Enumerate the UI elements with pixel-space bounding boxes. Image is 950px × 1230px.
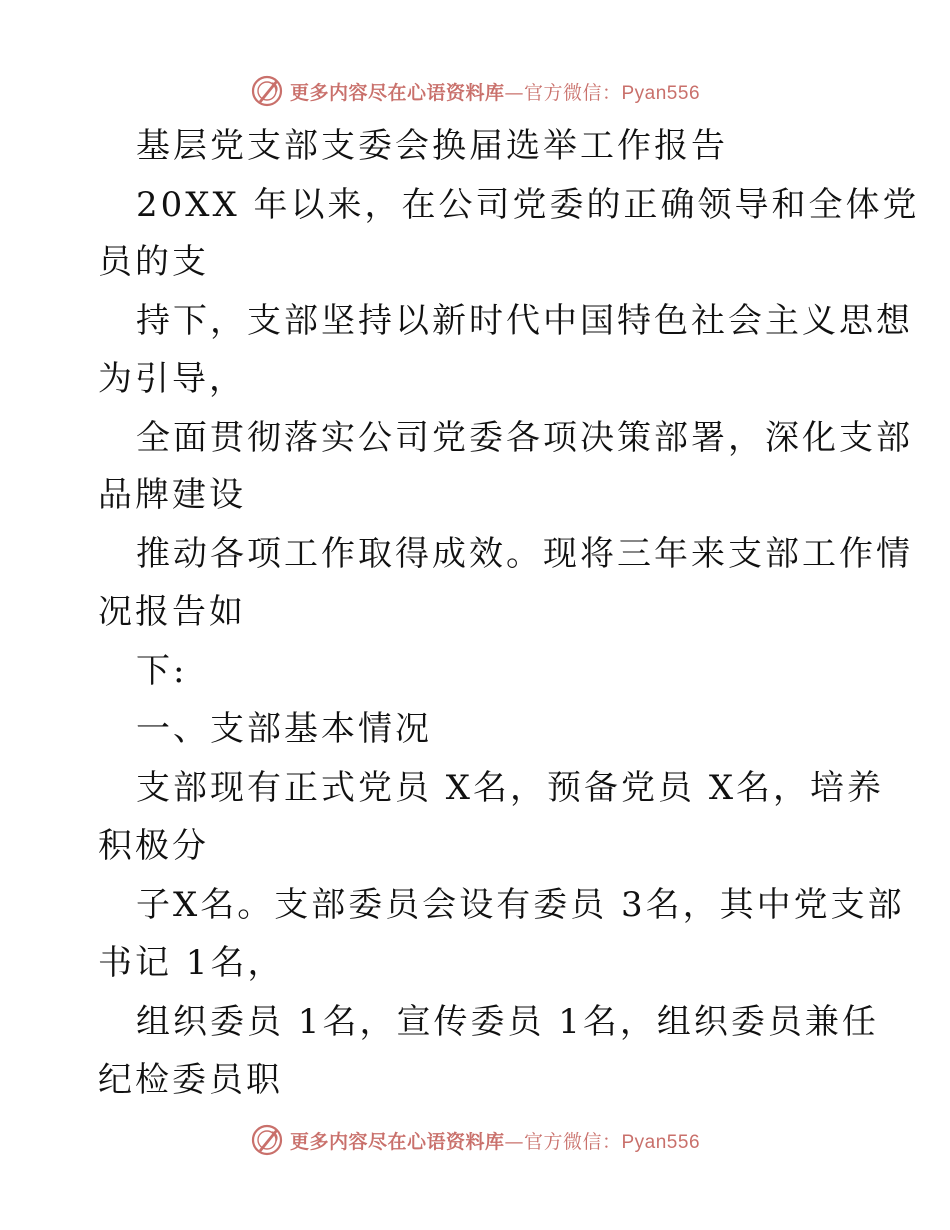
footer-banner-wechat: 官方微信：Pyan556 <box>524 1131 701 1153</box>
paragraph-line: 况报告如 <box>98 592 246 632</box>
paragraph-line: 20XX 年以来，在公司党委的正确领导和全体党 <box>136 185 920 225</box>
paragraph-line: 组织委员 1名，宣传委员 1名，组织委员兼任 <box>136 1002 879 1042</box>
header-banner-slogan: 更多内容尽在心语资料库 <box>289 81 505 104</box>
footer-banner-separator: — <box>504 1130 524 1153</box>
paragraph-line: 推动各项工作取得成效。现将三年来支部工作情 <box>136 534 913 574</box>
header-banner-wechat: 官方微信：Pyan556 <box>524 82 701 104</box>
paragraph-line: 品牌建设 <box>98 475 246 515</box>
footer-banner-text <box>290 1127 700 1154</box>
paragraph-line: 员的支 <box>98 242 209 282</box>
paragraph-line: 下: <box>136 651 188 691</box>
quill-logo-icon <box>250 1123 284 1157</box>
paragraph-line: 全面贯彻落实公司党委各项决策部署，深化支部 <box>136 418 913 458</box>
paragraph-line: 持下，支部坚持以新时代中国特色社会主义思想 <box>136 301 913 341</box>
quill-logo-icon <box>250 74 284 108</box>
footer-watermark-banner <box>0 1120 950 1160</box>
paragraph-line: 积极分 <box>98 826 209 866</box>
header-banner-text <box>290 78 700 105</box>
header-watermark-banner <box>0 71 950 111</box>
paragraph-line: 支部现有正式党员 X名，预备党员 X名，培养 <box>136 768 885 808</box>
paragraph-line: 为引导， <box>98 359 246 399</box>
paragraph-line: 书记 1名， <box>98 943 285 983</box>
paragraph-line: 子X名。支部委员会设有委员 3名，其中党支部 <box>136 885 905 925</box>
header-banner-separator: — <box>504 81 524 104</box>
section-heading: 一、支部基本情况 <box>136 709 432 749</box>
paragraph-line: 纪检委员职 <box>98 1060 283 1100</box>
document-title: 基层党支部支委会换届选举工作报告 <box>136 126 728 166</box>
footer-banner-slogan: 更多内容尽在心语资料库 <box>289 1130 505 1153</box>
